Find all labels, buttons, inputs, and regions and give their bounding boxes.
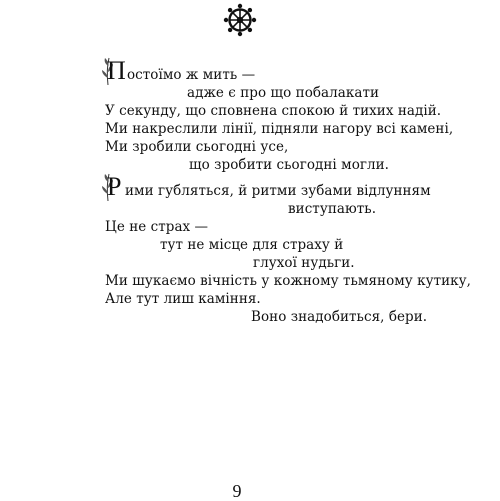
drop-cap-initial: Р bbox=[107, 172, 122, 201]
poem-line: що зробити сьогодні могли. bbox=[189, 157, 390, 173]
drop-cap-initial: П bbox=[107, 56, 126, 85]
dharma-wheel-icon bbox=[223, 3, 257, 37]
poem-line: Ми накреслили лінії, підняли нагору всі камені, bbox=[105, 121, 454, 137]
poem-line: адже є про що побалакати bbox=[187, 85, 380, 101]
poem-line: Але тут лиш каміння. bbox=[105, 291, 261, 307]
poem-line: У секунду, що сповнена спокою й тихих надій. bbox=[105, 103, 442, 119]
poem-line: глухої нудьги. bbox=[253, 255, 355, 271]
poem-line: Воно знадобиться, бери. bbox=[251, 309, 428, 325]
poem-line: Це не страх — bbox=[105, 219, 209, 235]
poem-line: остоїмо ж мить — bbox=[127, 67, 256, 83]
page-number: 9 bbox=[232, 481, 242, 501]
poem-line: ими губляться, й ритми зубами відлунням bbox=[125, 183, 431, 199]
poem-line: Ми зробили сьогодні усе, bbox=[105, 139, 289, 155]
poem-line: виступають. bbox=[288, 201, 377, 217]
poem-line: тут не місце для страху й bbox=[160, 237, 344, 253]
poem-line: Ми шукаємо вічність у кожному тьмяному кутику, bbox=[105, 273, 471, 289]
